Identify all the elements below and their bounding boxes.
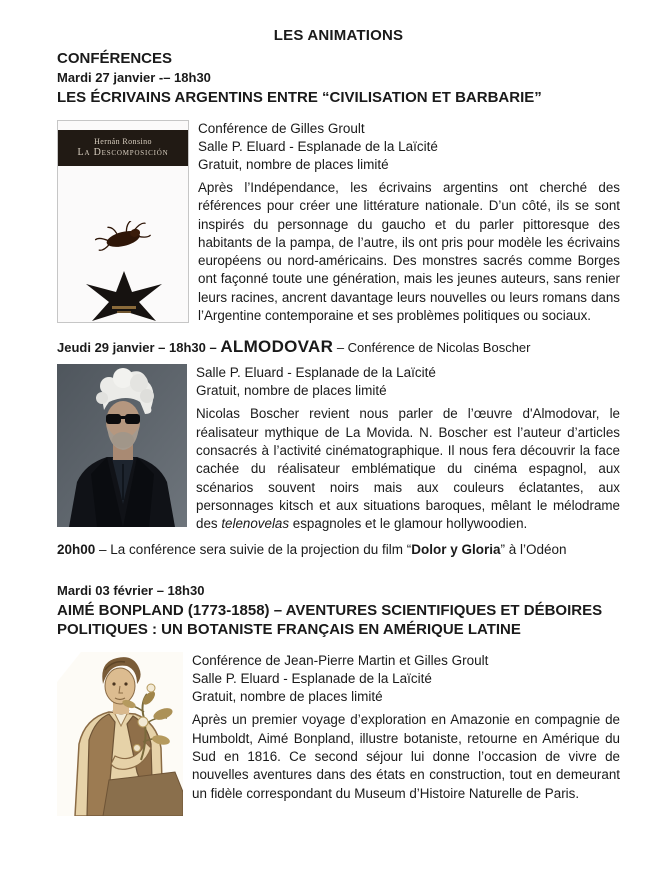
event-date: Mardi 03 février – 18h30 [57, 583, 205, 599]
event-admission: Gratuit, nombre de places limité [196, 383, 387, 399]
event-speaker: Conférence de Jean-Pierre Martin et Gilles Groult [192, 653, 489, 669]
event-description: Nicolas Boscher revient nous parler de l’œuvre d'Almodovar, le réalisateur mythique de La Movida. N. Boscher est l’auteur d’articles consacrés à l’activité cinématographique. Il nous fera découvrir la face cachée du réalisateur emblématique du cinéma espagnol, aux scénarios souvent noirs mais aux couleurs éclatantes, aux personnages kitsch et aux situations baroques, mêlant le mélodrame des telenovelas espagnoles et le glamour hollywoodien. [196, 406, 620, 532]
event-title: AIMÉ BONPLAND (1773-1858) – AVENTURES SCIENTIFIQUES ET DÉBOIRES POLITIQUES : UN BOTANISTE FRANÇAIS EN AMÉRIQUE LATINE [57, 602, 603, 639]
event-title: LES ÉCRIVAINS ARGENTINS ENTRE “CIVILISATION ET BARBARIE” [57, 89, 542, 106]
event-ecrivains-argentins [57, 70, 620, 325]
italic-term: telenovelas [221, 516, 290, 532]
section-heading: CONFÉRENCES [57, 50, 173, 67]
book-title: La Descomposición [77, 147, 169, 158]
event-venue: Salle P. Eluard - Esplanade de la Laïcité [192, 671, 432, 687]
book-cover-band [58, 130, 188, 166]
film-title: Dolor y Gloria [411, 542, 501, 558]
event-text-column [192, 652, 620, 802]
event-admission: Gratuit, nombre de places limité [192, 689, 383, 705]
event-text-column [198, 120, 620, 325]
publisher-star-logo [82, 271, 166, 323]
event-aime-bonpland [57, 583, 620, 816]
event-content-row [57, 120, 620, 325]
event-venue: Salle P. Eluard - Esplanade de la Laïcité [196, 365, 436, 381]
cockroach-illustration [92, 221, 154, 255]
bonpland-portrait [57, 652, 183, 816]
event-content-row [57, 364, 620, 533]
event-date: Jeudi 29 janvier – 18h30 – [57, 340, 221, 356]
book-author: Hernán Ronsino [94, 137, 152, 146]
event-title: ALMODOVAR [220, 337, 334, 357]
event-admission: Gratuit, nombre de places limité [198, 157, 389, 172]
event-text-column [196, 364, 620, 533]
event-almodovar [57, 337, 620, 557]
screening-info: 20h00 – La conférence sera suivie de la projection du film “Dolor y Gloria” à l’Odéon [57, 542, 567, 558]
event-speaker: – Conférence de Nicolas Boscher [333, 340, 531, 356]
event-speaker: Conférence de Gilles Groult [198, 121, 365, 136]
event-date: Mardi 27 janvier -– 18h30 [57, 70, 211, 85]
event-description: Après un premier voyage d’exploration en Amazonie en compagnie de Humboldt, Aimé Bonpland, illustre botaniste, retourne en Amérique du Sud en 1816. Ce second séjour lui donne l’occasion de vivre de nouvelles aventures dans des états en construction, tout en demeurant un fidèle correspondant du Museum d’Histoire Naturelle de Paris. [192, 712, 620, 801]
almodovar-photo [57, 364, 187, 527]
event-description: Après l’Indépendance, les écrivains argentins ont cherché des références pour créer une littérature nationale. D’un côté, ils se sont inspirés du personnage du gaucho et du parler pittoresque des habitants de la pampa, de l’autre, ils ont pris pour modèle les écrivains européens ou nord-américains. Des monstres sacrés comme Borges ont façonné toute une génération, mais les jeunes auteurs, sans renier leurs racines, ancrent davantage leurs nouvelles ou leurs romans dans l’Argentine contemporaine et ses problèmes politiques ou sociaux. [198, 180, 620, 324]
event-venue: Salle P. Eluard - Esplanade de la Laïcité [198, 139, 438, 154]
la-descomposicion-book-cover [57, 120, 189, 323]
screening-time: 20h00 [57, 542, 96, 558]
page-title: LES ANIMATIONS [273, 27, 404, 44]
event-content-row [57, 652, 620, 816]
event-heading [57, 337, 620, 358]
